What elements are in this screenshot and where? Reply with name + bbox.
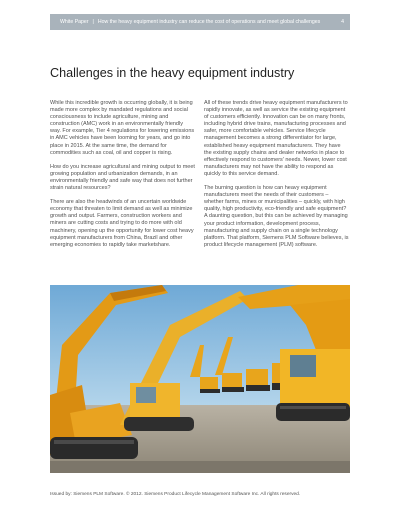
- page-title: Challenges in the heavy equipment industry: [50, 66, 295, 80]
- header-bar: [50, 14, 350, 30]
- excavators-photo: [50, 285, 350, 473]
- footer-copyright: Issued by: Siemens PLM Software. © 2012. Siemens Product Lifecycle Management Software Inc. All rights reserved.: [50, 492, 301, 497]
- right-paragraph-2: The burning question is how can heavy equipment manufacturers meet the needs of their customers – whether farms, mines or municipalities – quickly, with high quality, high productivity, eco-friendly and safe equipment? A daunting question, but this can be achieved by managing your product information, development process, manufacturing and supply chain on a single technology platform. That platform, Siemens PLM Software believes, is product lifecycle management (PLM) software.: [204, 185, 349, 248]
- left-paragraph-1: While this incredible growth is occurring globally, it is being made more complex by mandated regulations and social consciousness to include agriculture, mining and construction (AMC) work in an environmentally friendly way. For example, Tier 4 regulations for lowering emissions in AMC vehicles have been looming for years, and go into place in 2015. At the same time, the demand for commodities such as coal, oil and copper is rising.: [50, 100, 195, 156]
- page-number: 4: [341, 19, 344, 25]
- right-column: [204, 100, 349, 256]
- header-section: White Paper: [60, 19, 89, 25]
- excavators-illustration: [50, 285, 350, 473]
- header-subtitle: How the heavy equipment industry can reduce the cost of operations and meet global challenges: [97, 19, 321, 25]
- right-paragraph-1: All of these trends drive heavy equipment manufacturers to rapidly innovate, as well as service the existing equipment of customers efficiently. Innovation can be on many fronts, including hybrid drive trains, manufacturing processes and safer, more comfortable vehicles. Service lifecycle management becomes a strong differentiator for large, established heavy equipment manufacturers. They have the existing supply chains and dealer networks in place to effectively respond to customers' needs. Newer, lower cost manufacturers may not have the ability to respond as quickly to this service demand.: [204, 100, 348, 177]
- left-column: [50, 100, 195, 256]
- left-paragraph-2: How do you increase agricultural and mining output to meet growing population and urbanization demands, in an environmentally friendly and safe way that does not further strain natural resources?: [50, 163, 195, 192]
- header-separator: |: [92, 19, 94, 25]
- left-paragraph-3: There are also the headwinds of an uncertain worldwide economy that threaten to limit demand as well as minimize growth and output. Farmers, construction workers and miners are cutting costs and trying to do more with old machinery, opening up the opportunity for lower cost heavy equipment manufacturers from China, Brazil and other emerging economies to rapidly take marketshare.: [50, 199, 194, 248]
